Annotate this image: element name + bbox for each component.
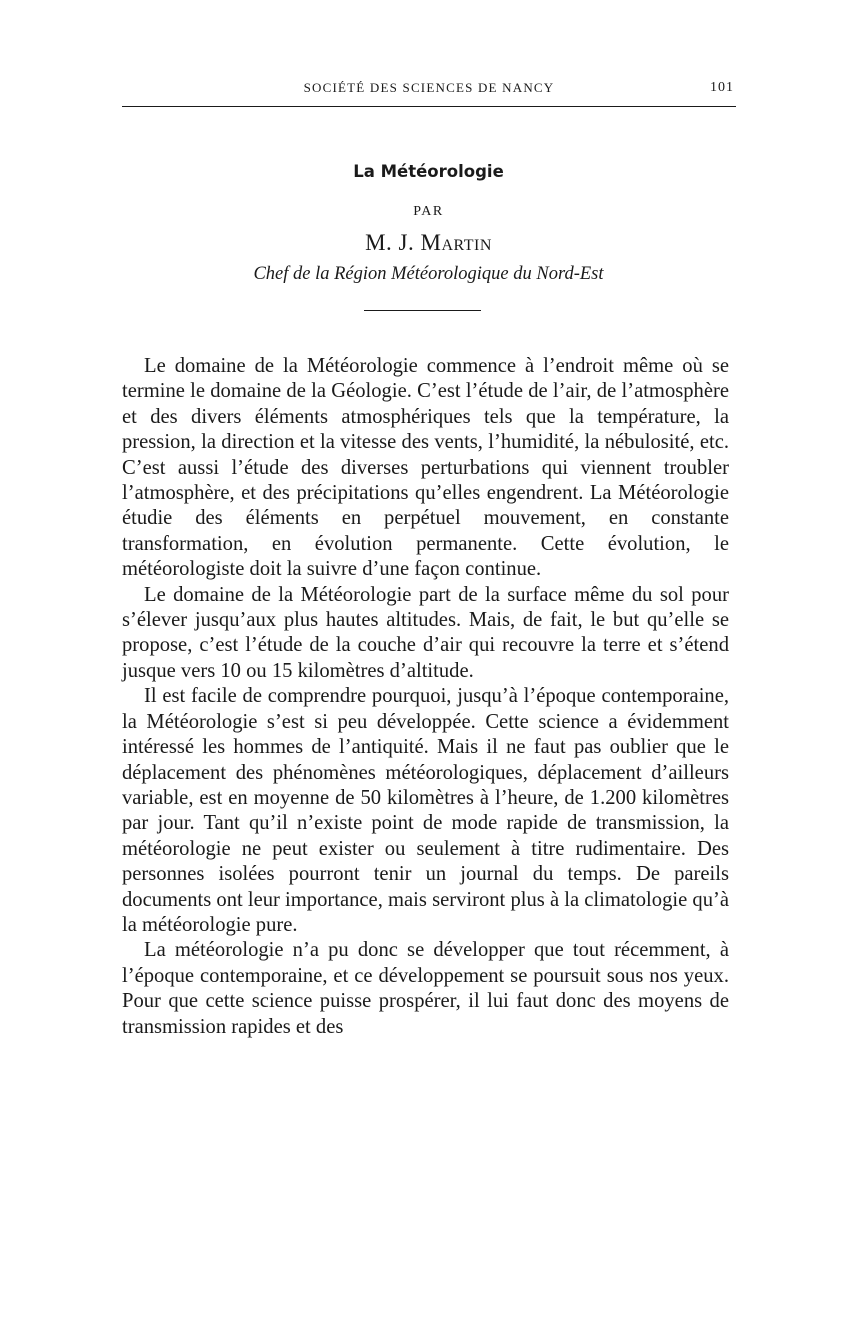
title-rule bbox=[364, 310, 481, 311]
author-name: M. J. Martin bbox=[365, 230, 492, 255]
header-rule bbox=[122, 106, 736, 107]
paragraph: Le domaine de la Météorologie part de la surface même du sol pour s’élever jusqu’aux plus hautes altitudes. Mais, de fait, le but qu’elle se propose, c’est l’étude de la couche d’air qui recouvre la terre et s’étend jusque vers 10 ou 15 kilomètres d’altitude. bbox=[122, 583, 729, 682]
running-title: SOCIÉTÉ DES SCIENCES DE NANCY bbox=[303, 80, 555, 95]
by-line: PAR bbox=[413, 204, 444, 219]
paragraph: La météorologie n’a pu donc se développer que tout récemment, à l’époque contemporaine, et ce développement se poursuit sous nos yeux. Pour que cette science puisse prospérer, il lui faut donc des moyens de transmission rapides et des bbox=[122, 939, 729, 1038]
body-text bbox=[122, 354, 729, 1040]
author-affiliation: Chef de la Région Météorologique du Nord-Est bbox=[253, 264, 604, 284]
paragraph: Il est facile de comprendre pourquoi, jusqu’à l’époque contemporaine, la Météorologie s’est si peu développée. Cette science a évidemment intéressé les hommes de l’antiquité. Mais il ne faut pas oublier que le déplacement des phénomènes météorologiques, déplacement d’ailleurs variable, est en moyenne de 50 kilomètres à l’heure, de 1.200 kilomètres par jour. Tant qu’il n’existe point de mode rapide de transmission, la météorologie ne peut exister ou seulement à titre rudimentaire. Des personnes isolées pourront tenir un journal du temps. De pareils documents ont leur importance, mais serviront plus à la climatologie qu’à la météorologie pure. bbox=[122, 685, 729, 936]
running-header bbox=[122, 80, 736, 100]
paragraph: Le domaine de la Météorologie commence à l’endroit même où se termine le domaine de la Géologie. C’est l’étude de l’air, de l’atmosphère et des divers éléments atmosphériques tels que la température, la pression, la direction et la vitesse des vents, l’humidité, la nébulosité, etc. C’est aussi l’étude des diverses perturbations qui viennent troubler l’atmosphère, et des précipitations qu’elles engendrent. La Météorologie étudie des éléments en perpétuel mouvement, en constante transformation, en évolution permanente. Cette évolution, le météorologiste doit la suivre d’une façon continue. bbox=[122, 355, 729, 581]
article-title: La Météorologie bbox=[353, 162, 504, 181]
page-number: 101 bbox=[710, 80, 734, 95]
